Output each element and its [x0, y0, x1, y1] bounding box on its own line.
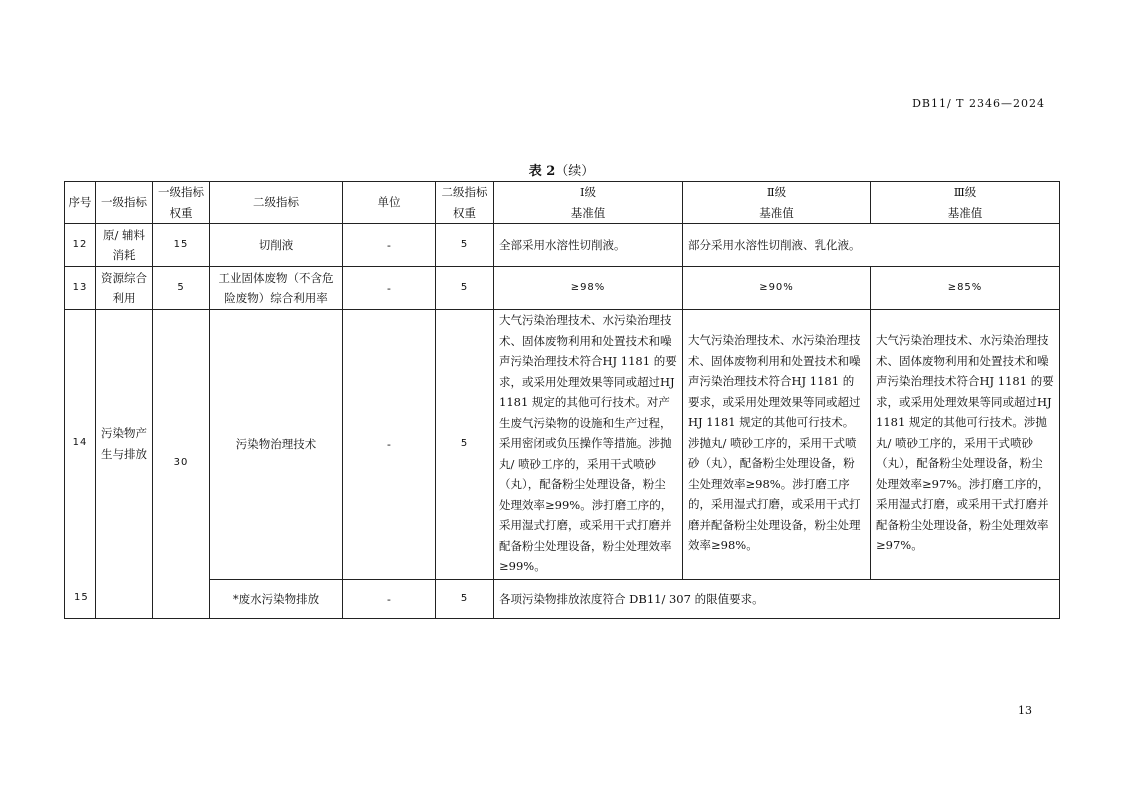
row-seq: 14 — [65, 310, 96, 619]
table-row — [65, 224, 1060, 267]
header-level2-indicator: 二级指标 — [210, 182, 343, 224]
row-grade1-value: 大气污染治理技术、水污染治理技术、固体废物利用和处置技术和噪声污染治理技术符合HJ 1181 的要求，或采用处理效果等同或超过HJ 1181 规定的其他可行技术。对产生废气污染物的设施和生产过程，采用密闭或负压操作等措施。涉抛丸/ 喷砂工序的，采用干式喷砂（丸），配备粉尘处理设备，粉尘处理效率≥99%。涉打磨工序的，采用湿式打磨，或采用干式打磨并配备粉尘处理设备，粉尘处理效率≥99%。 — [494, 310, 683, 580]
table-title-main: 表 2 — [528, 164, 556, 179]
table-title-suffix: （续） — [555, 164, 595, 179]
row-grade1-value: ≥98% — [494, 267, 683, 310]
row-level1-indicator: 原/ 辅料消耗 — [96, 224, 153, 267]
table-title — [0, 160, 1123, 179]
header-grade2-sub: 基准值 — [759, 205, 794, 220]
header-grade2 — [683, 182, 871, 224]
row-level1-indicator: 污染物产生与排放 — [96, 310, 153, 619]
table-row — [65, 267, 1060, 310]
indicator-table — [64, 181, 1060, 619]
row-unit: - — [343, 310, 436, 580]
row-level2-weight: 5 — [436, 310, 494, 580]
row-grade3-value: ≥85% — [871, 267, 1060, 310]
header-grade1-name: Ⅰ级 — [579, 185, 597, 199]
row-level2-weight: 5 — [436, 224, 494, 267]
row-grade2-value: 大气污染治理技术、水污染治理技术、固体废物利用和处置技术和噪声污染治理技术符合HJ 1181 的要求，或采用处理效果等同或超过HJ 1181 规定的其他可行技术。涉抛丸/ 喷砂工序的，采用干式喷砂（丸），配备粉尘处理设备，粉尘处理效率≥98%。涉打磨工序的，采用湿式打磨，或采用干式打磨并配备粉尘处理设备，粉尘处理效率≥98%。 — [683, 310, 871, 580]
header-level1-weight: 一级指标权重 — [153, 182, 210, 224]
table-row — [65, 310, 1060, 580]
row-grade1-3-value: 各项污染物排放浓度符合 DB11/ 307 的限值要求。 — [494, 580, 1060, 619]
row-level2-weight: 5 — [436, 267, 494, 310]
row-level2-indicator: 切削液 — [210, 224, 343, 267]
row-unit: - — [343, 580, 436, 619]
row-seq: 13 — [65, 267, 96, 310]
row-level1-weight: 30 — [153, 310, 210, 619]
header-grade3 — [871, 182, 1060, 224]
row-level2-indicator: *废水污染物排放 — [210, 580, 343, 619]
row-level2-indicator: 工业固体废物（不含危险废物）综合利用率 — [210, 267, 343, 310]
row-seq-15: 15 — [74, 592, 89, 603]
row-level1-indicator: 资源综合利用 — [96, 267, 153, 310]
page-number: 13 — [1018, 704, 1032, 717]
table-row — [65, 580, 1060, 619]
document-code: DB11/ T 2346—2024 — [912, 97, 1045, 110]
header-level2-weight: 二级指标权重 — [436, 182, 494, 224]
row-grade3-value: 大气污染治理技术、水污染治理技术、固体废物利用和处置技术和噪声污染治理技术符合HJ 1181 的要求，或采用处理效果等同或超过HJ 1181 规定的其他可行技术。涉抛丸/ 喷砂工序的，采用干式喷砂（丸），配备粉尘处理设备，粉尘处理效率≥97%。涉打磨工序的，采用湿式打磨，或采用干式打磨并配备粉尘处理设备，粉尘处理效率≥97%。 — [871, 310, 1060, 580]
row-level2-indicator: 污染物治理技术 — [210, 310, 343, 580]
row-unit: - — [343, 267, 436, 310]
header-grade3-sub: 基准值 — [947, 205, 983, 220]
row-grade2-3-value: 部分采用水溶性切削液、乳化液。 — [683, 224, 1060, 267]
header-level1-indicator: 一级指标 — [96, 182, 153, 224]
row-level1-weight: 5 — [153, 267, 210, 310]
header-grade1-sub: 基准值 — [570, 205, 606, 220]
row-seq: 12 — [65, 224, 96, 267]
row-grade1-value: 全部采用水溶性切削液。 — [494, 224, 683, 267]
header-grade1 — [494, 182, 683, 224]
row-level1-weight: 15 — [153, 224, 210, 267]
table-header-row — [65, 182, 1060, 224]
header-seq: 序号 — [65, 182, 96, 224]
row-level2-weight: 5 — [436, 580, 494, 619]
row-unit: - — [343, 224, 436, 267]
header-unit: 单位 — [343, 182, 436, 224]
header-grade2-name: Ⅱ级 — [766, 185, 787, 199]
header-grade3-name: Ⅲ级 — [953, 185, 977, 199]
row-grade2-value: ≥90% — [683, 267, 871, 310]
